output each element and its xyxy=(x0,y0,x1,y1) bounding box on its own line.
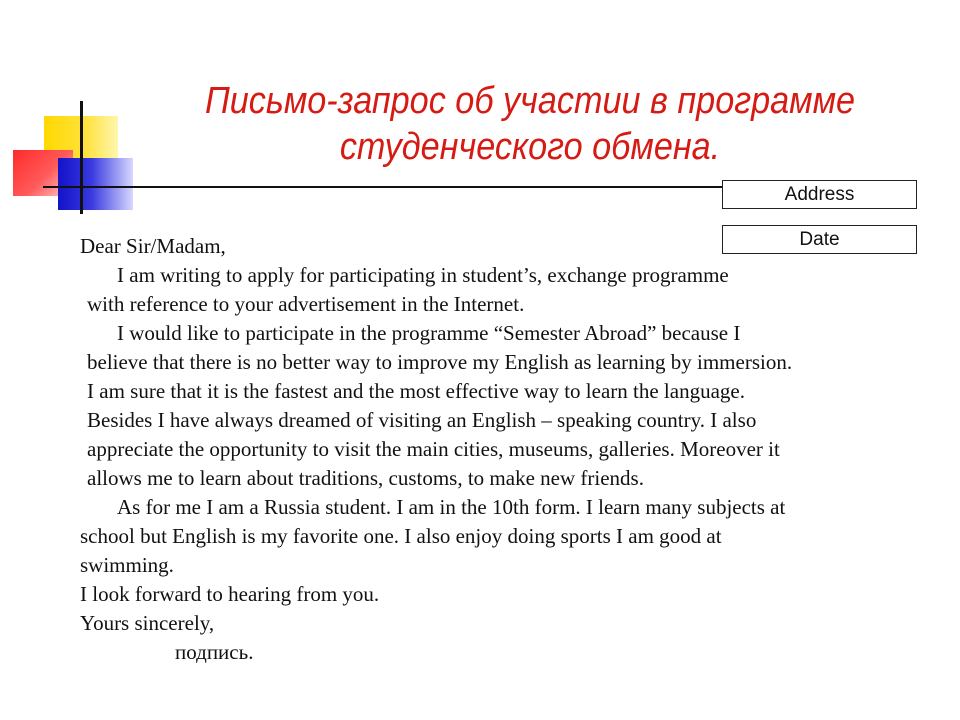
paragraph-2-line: Besides I have always dreamed of visiting an English – speaking country. I also xyxy=(87,408,757,432)
paragraph-3-line: As for me I am a Russia student. I am in the 10th form. I learn many subjects at xyxy=(117,495,786,519)
date-box: Date xyxy=(722,225,917,254)
paragraph-2-line: I would like to participate in the programme “Semester Abroad” because I xyxy=(117,321,741,345)
vertical-line-decoration xyxy=(80,101,83,214)
paragraph-2-line: appreciate the opportunity to visit the main cities, museums, galleries. Moreover it xyxy=(87,437,780,461)
sign-off: Yours sincerely, xyxy=(80,611,215,635)
paragraph-2-line: believe that there is no better way to improve my English as learning by immersion. xyxy=(87,350,793,374)
paragraph-3-line: school but English is my favorite one. I also enjoy doing sports I am good at xyxy=(80,524,722,548)
salutation: Dear Sir/Madam, xyxy=(80,234,226,258)
signature: подпись. xyxy=(175,640,254,664)
paragraph-1-line: I am writing to apply for participating in student’s, exchange programme xyxy=(117,263,729,287)
address-box: Address xyxy=(722,180,917,209)
slide-title xyxy=(188,78,872,170)
closing-line: I look forward to hearing from you. xyxy=(80,582,380,606)
letter-body xyxy=(80,232,920,667)
paragraph-1-line: with reference to your advertisement in the Internet. xyxy=(87,292,525,316)
paragraph-2-line: I am sure that it is the fastest and the most effective way to learn the language. xyxy=(87,379,745,403)
paragraph-2-line: allows me to learn about traditions, customs, to make new friends. xyxy=(87,466,644,490)
title-line-2: студенческого обмена. xyxy=(339,126,721,168)
paragraph-3-line: swimming. xyxy=(80,553,174,577)
title-line-1: Письмо-запрос об участии в программе xyxy=(204,80,856,122)
blue-square-decoration xyxy=(58,158,133,210)
